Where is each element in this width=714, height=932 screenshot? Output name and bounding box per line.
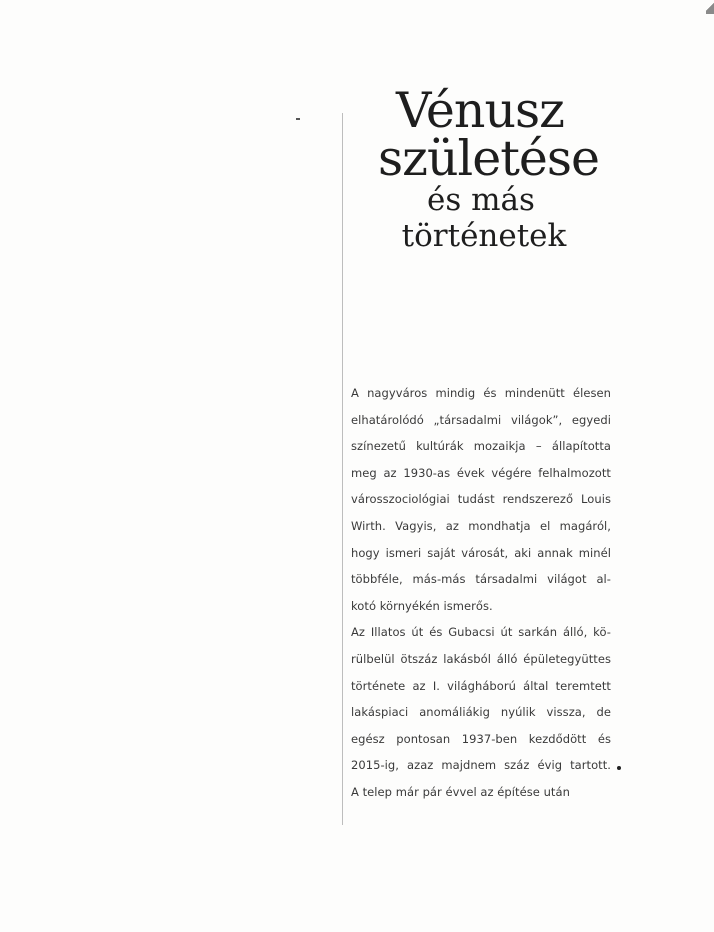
- page-corner-shadow: [706, 0, 714, 14]
- body-line: Az Illatos út és Gubacsi út sarkán álló, kö-: [351, 625, 611, 640]
- body-paragraphs: [351, 380, 611, 806]
- body-line: A nagyváros mindig és mindenütt élesen: [351, 386, 611, 400]
- body-line: egész pontosan 1937-ben kezdődött és: [351, 731, 611, 746]
- vertical-divider-rule: [342, 113, 343, 825]
- title-line-2: születése: [378, 130, 600, 187]
- ink-speck: [617, 766, 621, 770]
- body-line: lakáspiaci anomáliákig nyúlik vissza, de: [351, 705, 611, 720]
- body-line: elhatárolódó „társadalmi világok”, egyedi: [351, 412, 611, 427]
- body-line: kotó környékén ismerős.: [351, 598, 493, 613]
- body-line: hogy ismeri saját városát, aki annak minél: [351, 545, 611, 560]
- body-line: többféle, más-más társadalmi világot al-: [351, 572, 611, 587]
- body-line: rülbelül ötszáz lakásból álló épületegyüttes: [351, 651, 611, 666]
- body-line: A telep már pár évvel az építése után: [351, 784, 570, 799]
- body-line: színezetű kultúrák mozaikja – állapította: [351, 439, 611, 454]
- print-mark: [296, 118, 300, 120]
- body-line: 2015-ig, azaz majdnem száz évig tartott.: [351, 758, 611, 773]
- body-line: városszociológiai tudást rendszerező Louis: [351, 492, 611, 507]
- subtitle-line-2: történetek: [401, 218, 567, 254]
- subtitle-line-1: és más: [427, 182, 535, 218]
- body-line: Wirth. Vagyis, az mondhatja el magáról,: [351, 518, 611, 533]
- body-line: története az I. világháború által teremtett: [351, 678, 611, 693]
- title-line-1: Vénusz: [396, 82, 564, 139]
- chapter-title: [352, 82, 600, 254]
- body-line: meg az 1930-as évek végére felhalmozott: [351, 465, 611, 480]
